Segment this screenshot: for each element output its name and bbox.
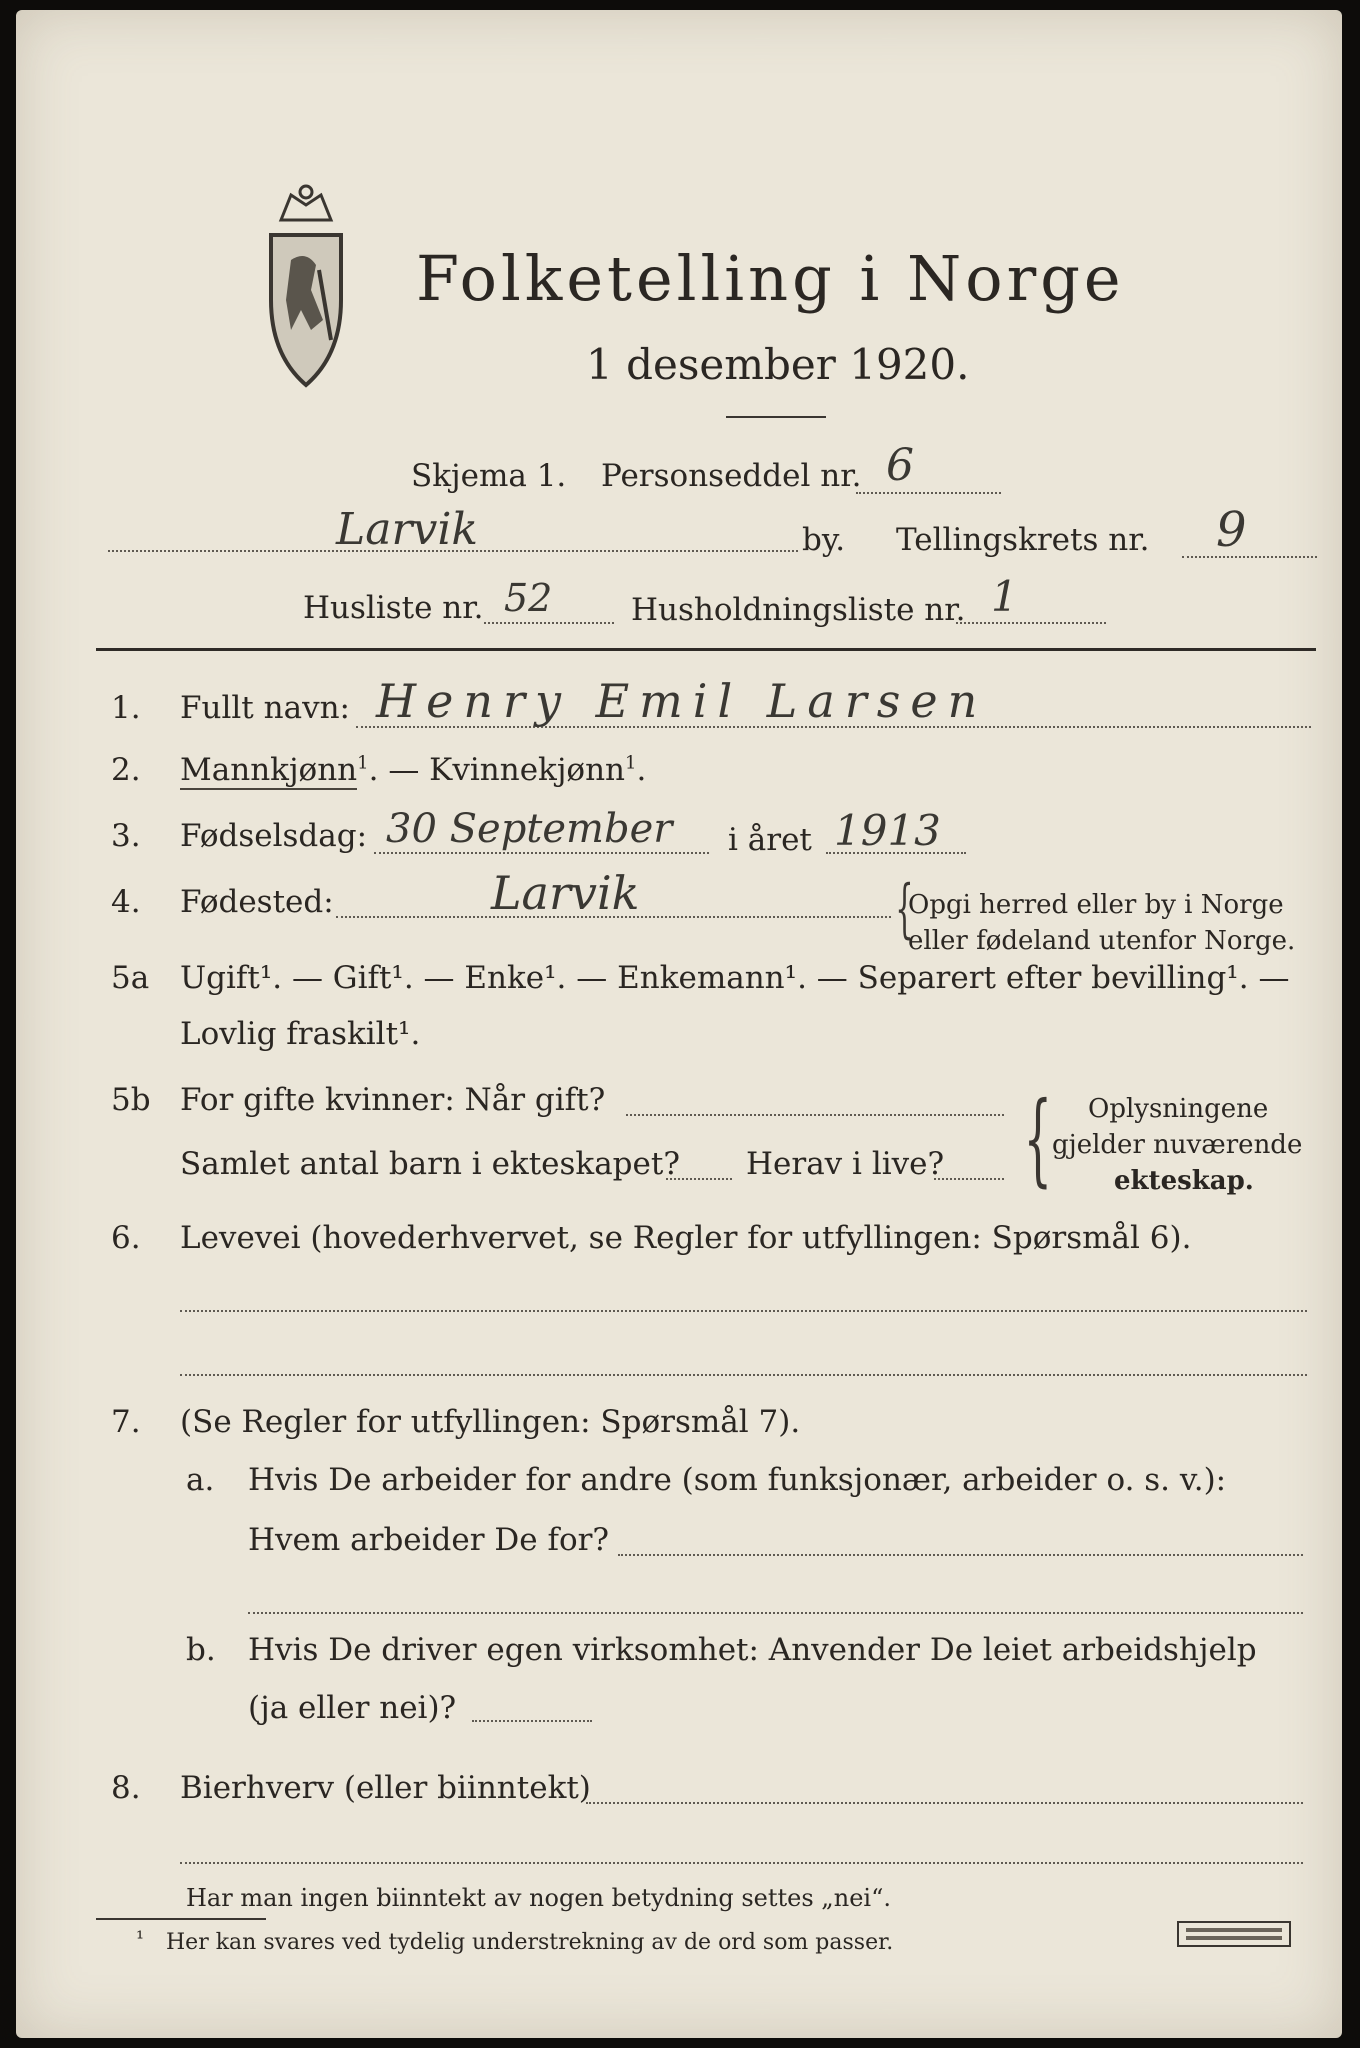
- birthplace-note-line2: eller fødeland utenfor Norge.: [908, 926, 1296, 956]
- year-label: i året: [728, 822, 812, 858]
- employer-field-2[interactable]: [248, 1612, 1303, 1614]
- personseddel-label: Personseddel nr.: [601, 458, 862, 494]
- title-divider: [726, 416, 826, 418]
- side-income-label: Bierhverv (eller biinntekt): [180, 1770, 591, 1806]
- children-alive-label: Herav i live?: [746, 1146, 945, 1182]
- q7a-line2: Hvem arbeider De for?: [248, 1522, 610, 1558]
- married-when-label: For gifte kvinner: Når gift?: [180, 1082, 606, 1118]
- male-option[interactable]: Mannkjønn: [180, 752, 358, 788]
- schema-label: Skjema 1.: [411, 458, 567, 494]
- occupation-line-2[interactable]: [180, 1374, 1307, 1376]
- marital-status-options-cont[interactable]: Lovlig fraskilt¹.: [180, 1016, 421, 1052]
- footnote-mark: ¹: [136, 1926, 145, 1950]
- marriage-note-line1: Oplysningene: [1088, 1094, 1269, 1124]
- husliste-value[interactable]: 52: [504, 576, 553, 620]
- city-value[interactable]: Larvik: [336, 504, 479, 555]
- marital-status-options[interactable]: Ugift¹. — Gift¹. — Enke¹. — Enkemann¹. — Separert efter bevilling¹. —: [180, 960, 1290, 996]
- q7-label: (Se Regler for utfyllingen: Spørsmål 7).: [180, 1404, 801, 1440]
- children-count-label: Samlet antal barn i ekteskapet?: [180, 1146, 680, 1182]
- birthday-label: Fødselsdag:: [180, 818, 368, 854]
- q7b-line2: (ja eller nei)?: [248, 1690, 457, 1726]
- employer-field[interactable]: [618, 1554, 1303, 1556]
- by-label: by.: [802, 522, 846, 558]
- census-date: 1 desember 1920.: [586, 340, 970, 389]
- birthplace-label: Fødested:: [180, 884, 334, 920]
- hired-help-field[interactable]: [472, 1720, 592, 1722]
- female-option[interactable]: Kvinnekjønn: [429, 752, 626, 788]
- printer-stamp-icon: [1176, 1920, 1292, 1948]
- husliste-label: Husliste nr.: [303, 590, 484, 626]
- full-name-value[interactable]: Henry Emil Larsen: [376, 674, 988, 728]
- full-name-label: Fullt navn:: [180, 690, 350, 726]
- gender-options: Mannkjønn$^1$. — Kvinnekjønn$^1$.: [180, 752, 647, 788]
- q7b-line1: Hvis De driver egen virksomhet: Anvender De leiet arbeidshjelp: [248, 1632, 1257, 1668]
- footnote-text: Her kan svares ved tydelig understrekning av de ord som passer.: [166, 1930, 894, 1955]
- census-form-sheet: Folketelling i Norge 1 desember 1920. Skjema 1. Personseddel nr. 6 Larvik by. Tellingskrets nr. 9 Husliste nr. 52 Husholdningsliste nr. 1 1. Fullt navn: Henry Emil Larsen 2. Mannkjønn$^1$. — Kvinnekjønn$^1$. 3. Fødselsdag: 30 September i året 1913 4. Fødested: Larvik { Opgi herred eller by i Norge eller fødeland utenfor Norge. 5a Ugift¹. — Gift¹. — Enke¹. — Enkemann¹. — Separert efter bevilling¹. — Lovlig fraskilt¹. 5b For gifte kvinner: Når gift? Samlet antal barn i ekteskapet? Herav i live? { Oplysningene gjelder nuværende ekteskap. 6. Levevei (hovederhvervet, se Regler for utfyllingen: Spørsmål 6). 7. (Se Regler for utfyllingen: Spørsmål 7). a. Hvis De arbeider for andre (som funksjonær, arbeider o. s. v.): Hvem arbeider De for? b. Hvis De driver egen virksomhet: Anvender De leiet arbeidshjelp (ja eller nei)? 8. Bierhverv (eller biinntekt) Har man ingen biinntekt av nogen betydning settes „nei“. ¹ Her kan svares ved tydelig understrekning av de ord som passer.: [16, 10, 1342, 2038]
- marriage-note-line2: gjelder nuværende: [1052, 1130, 1303, 1160]
- birthday-value[interactable]: 30 September: [386, 806, 673, 852]
- husholdningsliste-value[interactable]: 1: [991, 572, 1018, 621]
- footnote-divider: [96, 1918, 266, 1920]
- birthplace-note-line1: Opgi herred eller by i Norge: [908, 890, 1284, 920]
- husholdningsliste-label: Husholdningsliste nr.: [631, 592, 966, 628]
- occupation-label: Levevei (hovederhvervet, se Regler for utfyllingen: Spørsmål 6).: [180, 1220, 1192, 1256]
- occupation-line-1[interactable]: [180, 1310, 1307, 1312]
- coat-of-arms-icon: [251, 180, 361, 390]
- personseddel-value[interactable]: 6: [886, 440, 914, 491]
- form-title: Folketelling i Norge: [416, 242, 1125, 315]
- tellingskrets-value[interactable]: 9: [1216, 502, 1247, 558]
- side-income-field[interactable]: [586, 1802, 1303, 1804]
- side-income-field-2[interactable]: [180, 1862, 1303, 1864]
- footer-note: Har man ingen biinntekt av nogen betydning settes „nei“.: [186, 1884, 891, 1912]
- tellingskrets-label: Tellingskrets nr.: [896, 522, 1150, 558]
- birthplace-value[interactable]: Larvik: [491, 866, 640, 920]
- header-rule: [96, 648, 1316, 651]
- year-value[interactable]: 1913: [834, 806, 941, 855]
- marriage-note-line3: ekteskap.: [1114, 1166, 1254, 1196]
- q7a-line1: Hvis De arbeider for andre (som funksjonær, arbeider o. s. v.):: [248, 1462, 1227, 1498]
